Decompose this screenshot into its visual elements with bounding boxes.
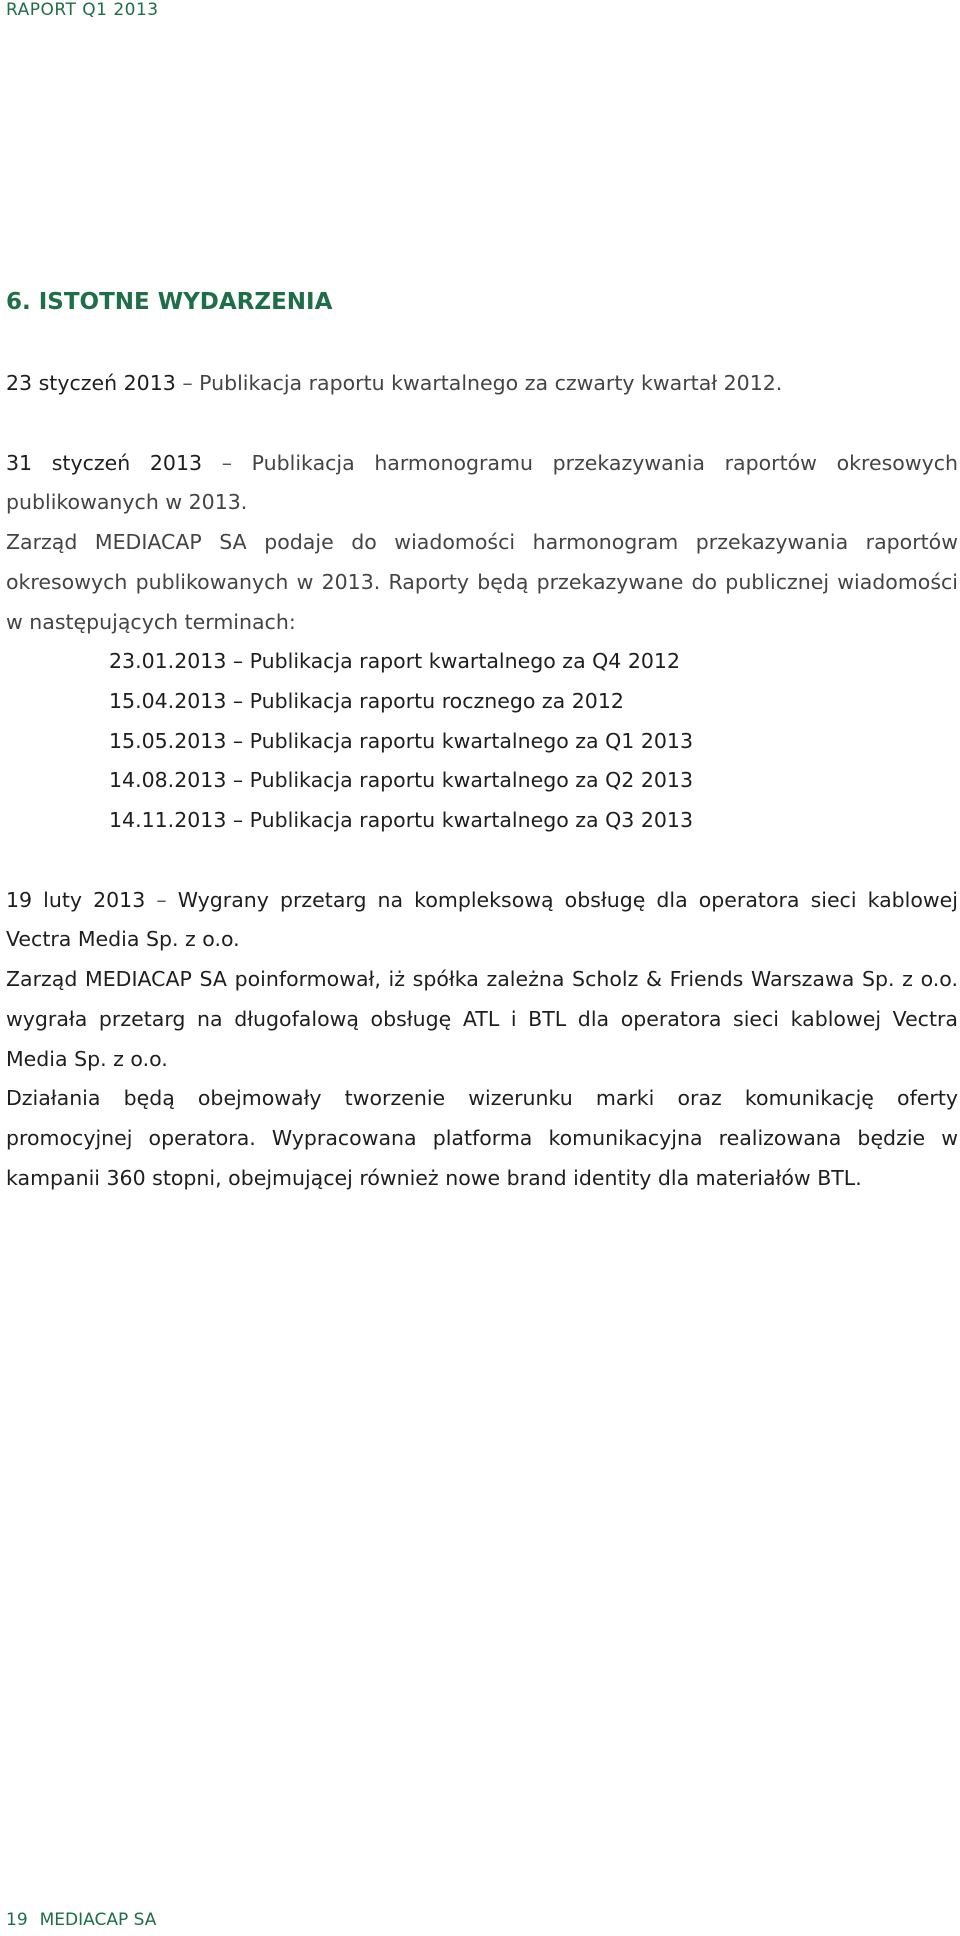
dash-separator: – [182,371,200,395]
event-paragraph [6,881,958,960]
event-text: Wygrany przetarg na kompleksową obsługę dla operatora sieci kablowej Vectra Media Sp. z o.o. [6,887,958,952]
event-text: Publikacja harmonogramu przekazywania raportów okresowych publikowanych w 2013. [6,450,958,515]
event-date: 31 styczeń 2013 [6,450,203,475]
section-title: 6. ISTOTNE WYDARZENIA [6,289,333,315]
event-body: Zarząd MEDIACAP SA podaje do wiadomości harmonogram przekazywania raportów okresowych publikowanych w 2013. Raporty będą przekazywane do publicznej wiadomości w następujących terminach: [6,530,958,634]
dash-separator: – [221,450,252,475]
running-header: RAPORT Q1 2013 [6,0,159,20]
event-date: 19 luty 2013 [6,887,146,912]
event-date: 23 styczeń 2013 [6,371,176,395]
schedule-item: 14.11.2013 – Publikacja raportu kwartalnego za Q3 2013 [109,808,693,833]
spacer [6,404,958,444]
event-text: Publikacja raportu kwartalnego za czwarty kwartał 2012. [199,371,783,395]
company-name: MEDIACAP SA [39,1910,157,1930]
page-number: 19 [6,1910,28,1930]
schedule-item: 23.01.2013 – Publikacja raport kwartalnego za Q4 2012 [109,649,681,674]
event-paragraph [6,444,958,523]
spacer [6,841,958,881]
page-footer [6,1910,156,1930]
schedule-item: 14.08.2013 – Publikacja raportu kwartalnego za Q2 2013 [109,768,693,793]
event-paragraph [6,364,958,404]
dash-separator: – [156,887,178,912]
document-body [6,364,958,1198]
schedule-list [6,642,958,841]
event-body: Zarząd MEDIACAP SA poinformował, iż spółka zależna Scholz & Friends Warszawa Sp. z o.o. wygrała przetarg na długofalową obsługę ATL i BTL dla operatora sieci kablowej Vectra Media Sp. z o.o. [6,967,958,1071]
schedule-item: 15.05.2013 – Publikacja raportu kwartalnego za Q1 2013 [109,728,693,753]
schedule-item: 15.04.2013 – Publikacja raportu rocznego za 2012 [109,688,624,713]
event-body: Działania będą obejmowały tworzenie wizerunku marki oraz komunikację oferty promocyjnej operatora. Wypracowana platforma komunikacyjna realizowana będzie w kampanii 360 stopni, obejmującej również nowe brand identity dla materiałów BTL. [6,1086,958,1190]
